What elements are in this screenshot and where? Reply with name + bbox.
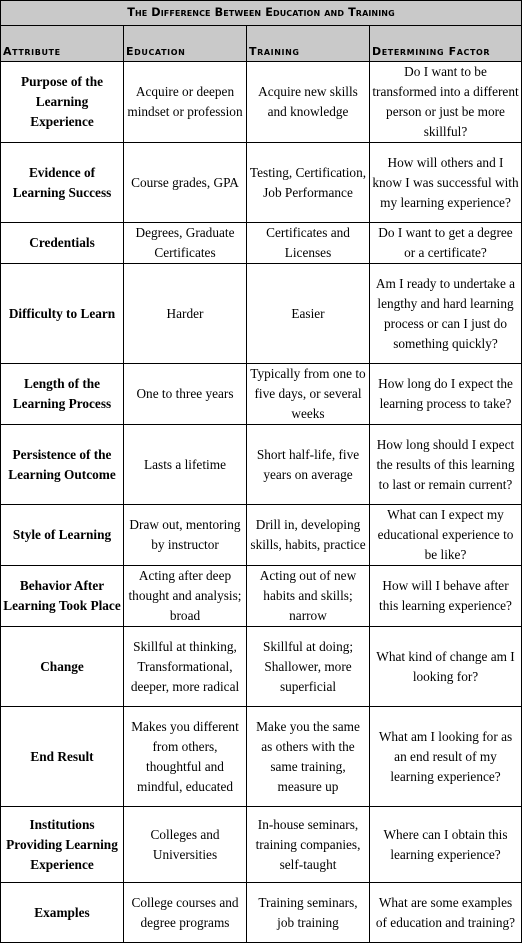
determining-factor-cell: What can I expect my educational experience to be like? xyxy=(370,505,522,566)
education-cell: One to three years xyxy=(124,364,247,425)
header-education: Education xyxy=(124,26,247,62)
table-row xyxy=(1,707,522,807)
determining-factor-cell: Where can I obtain this learning experience? xyxy=(370,807,522,883)
determining-factor-cell: What kind of change am I looking for? xyxy=(370,627,522,707)
education-cell: Acquire or deepen mindset or profession xyxy=(124,62,247,143)
education-cell: Harder xyxy=(124,264,247,364)
education-cell: Colleges and Universities xyxy=(124,807,247,883)
table-row xyxy=(1,425,522,505)
determining-factor-cell: How long should I expect the results of this learning to last or remain current? xyxy=(370,425,522,505)
determining-factor-cell: Do I want to get a degree or a certificate? xyxy=(370,223,522,264)
education-cell: Skillful at thinking, Transformational, deeper, more radical xyxy=(124,627,247,707)
determining-factor-cell: Am I ready to undertake a lengthy and hard learning process or can I just do something quickly? xyxy=(370,264,522,364)
table-row xyxy=(1,883,522,943)
training-cell: Testing, Certification, Job Performance xyxy=(247,143,370,223)
attribute-cell: Institutions Providing Learning Experience xyxy=(1,807,124,883)
attribute-cell: Evidence of Learning Success xyxy=(1,143,124,223)
determining-factor-cell: How will others and I know I was successful with my learning experience? xyxy=(370,143,522,223)
training-cell: Typically from one to five days, or several weeks xyxy=(247,364,370,425)
attribute-cell: Change xyxy=(1,627,124,707)
table-row xyxy=(1,62,522,143)
training-cell: Acting out of new habits and skills; narrow xyxy=(247,566,370,627)
title-row xyxy=(1,1,522,26)
determining-factor-cell: How long do I expect the learning process to take? xyxy=(370,364,522,425)
attribute-cell: Behavior After Learning Took Place xyxy=(1,566,124,627)
attribute-cell: Style of Learning xyxy=(1,505,124,566)
education-cell: Draw out, mentoring by instructor xyxy=(124,505,247,566)
table-title: The Difference Between Education and Training xyxy=(1,1,522,26)
education-cell: College courses and degree programs xyxy=(124,883,247,943)
header-attribute: Attribute xyxy=(1,26,124,62)
training-cell: In-house seminars, training companies, self-taught xyxy=(247,807,370,883)
training-cell: Drill in, developing skills, habits, practice xyxy=(247,505,370,566)
training-cell: Training seminars, job training xyxy=(247,883,370,943)
education-cell: Makes you different from others, thoughtful and mindful, educated xyxy=(124,707,247,807)
attribute-cell: Credentials xyxy=(1,223,124,264)
attribute-cell: Persistence of the Learning Outcome xyxy=(1,425,124,505)
training-cell: Skillful at doing; Shallower, more superficial xyxy=(247,627,370,707)
table-row xyxy=(1,566,522,627)
determining-factor-cell: How will I behave after this learning experience? xyxy=(370,566,522,627)
table-body xyxy=(1,62,522,943)
training-cell: Easier xyxy=(247,264,370,364)
training-cell: Acquire new skills and knowledge xyxy=(247,62,370,143)
attribute-cell: Purpose of the Learning Experience xyxy=(1,62,124,143)
education-cell: Course grades, GPA xyxy=(124,143,247,223)
education-cell: Degrees, Graduate Certificates xyxy=(124,223,247,264)
determining-factor-cell: What am I looking for as an end result of my learning experience? xyxy=(370,707,522,807)
attribute-cell: Length of the Learning Process xyxy=(1,364,124,425)
table-row xyxy=(1,264,522,364)
table-row xyxy=(1,223,522,264)
education-cell: Lasts a lifetime xyxy=(124,425,247,505)
determining-factor-cell: What are some examples of education and training? xyxy=(370,883,522,943)
header-row xyxy=(1,26,522,62)
header-training: Training xyxy=(247,26,370,62)
training-cell: Certificates and Licenses xyxy=(247,223,370,264)
training-cell: Make you the same as others with the same training, measure up xyxy=(247,707,370,807)
table-row xyxy=(1,627,522,707)
table-row xyxy=(1,143,522,223)
training-cell: Short half-life, five years on average xyxy=(247,425,370,505)
table-row xyxy=(1,505,522,566)
attribute-cell: Examples xyxy=(1,883,124,943)
attribute-cell: Difficulty to Learn xyxy=(1,264,124,364)
table-row xyxy=(1,364,522,425)
attribute-cell: End Result xyxy=(1,707,124,807)
header-determining-factor: Determining Factor xyxy=(370,26,522,62)
determining-factor-cell: Do I want to be transformed into a different person or just be more skillful? xyxy=(370,62,522,143)
education-cell: Acting after deep thought and analysis; broad xyxy=(124,566,247,627)
table-row xyxy=(1,807,522,883)
